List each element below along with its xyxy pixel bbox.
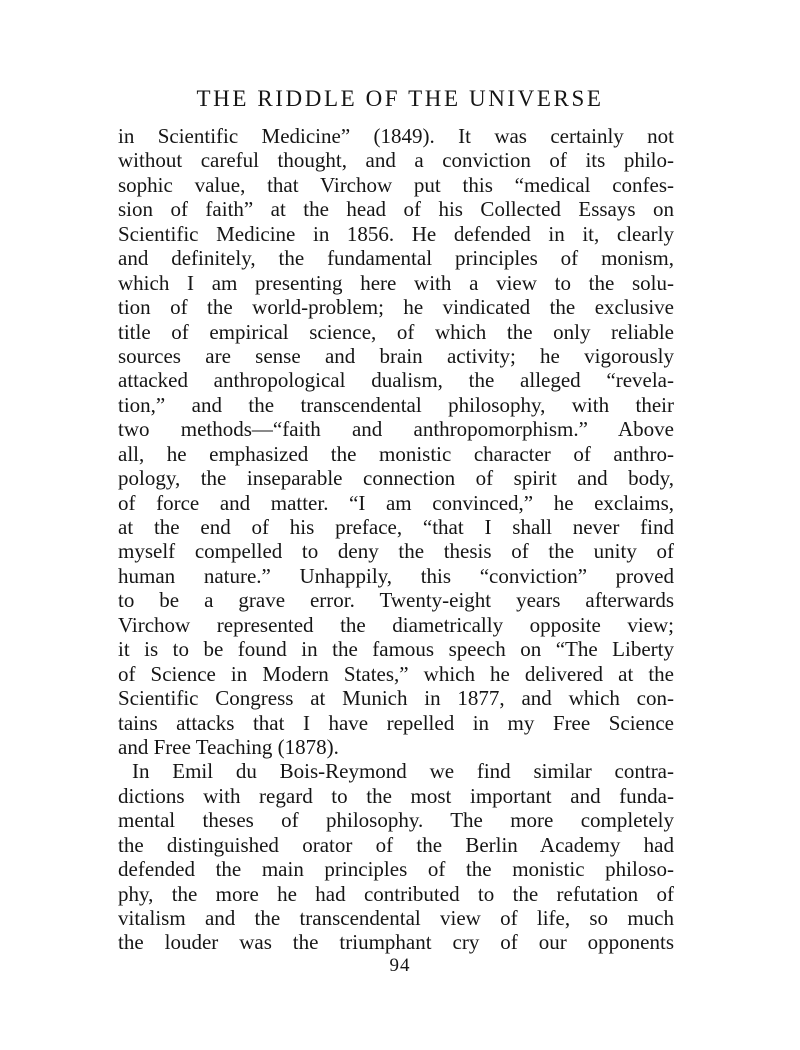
text-line: sion of faith” at the head of his Collected Essays on	[118, 197, 674, 222]
text-line: and definitely, the fundamental principles of monism,	[118, 246, 674, 271]
text-line: sophic value, that Virchow put this “medical confes-	[118, 172, 674, 197]
text-line: Virchow represented the diametrically opposite view;	[118, 612, 674, 637]
text-line: tion of the world-problem; he vindicated the exclusive	[118, 295, 674, 320]
text-line: all, he emphasized the monistic character of anthro-	[118, 441, 674, 466]
text-line: myself compelled to deny the thesis of the unity of	[118, 539, 674, 564]
text-line: human nature.” Unhappily, this “conviction” proved	[118, 563, 674, 588]
text-line: sources are sense and brain activity; he vigorously	[118, 343, 674, 368]
text-line: which I am presenting here with a view to the solu-	[118, 270, 674, 295]
text-line: dictions with regard to the most important and funda-	[118, 783, 674, 808]
text-line: title of empirical science, of which the only reliable	[118, 319, 674, 344]
page-number: 94	[389, 955, 411, 976]
text-line: attacked anthropological dualism, the alleged “revela-	[118, 368, 674, 393]
text-line: phy, the more he had contributed to the refutation of	[118, 881, 674, 906]
text-line: to be a grave error. Twenty-eight years afterwards	[118, 588, 674, 613]
text-line: of force and matter. “I am convinced,” he exclaims,	[118, 490, 674, 515]
text-line: it is to be found in the famous speech on “The Liberty	[118, 637, 674, 662]
text-line: the louder was the triumphant cry of our opponents	[118, 930, 674, 955]
text-line: vitalism and the transcendental view of life, so much	[118, 906, 674, 930]
text-line: without careful thought, and a conviction of its philo-	[118, 148, 674, 173]
running-head: THE RIDDLE OF THE UNIVERSE	[196, 86, 604, 111]
text-line: at the end of his preface, “that I shall never find	[118, 515, 674, 539]
text-line: Scientific Congress at Munich in 1877, and which con-	[118, 686, 674, 711]
text-line: Scientific Medicine in 1856. He defended in it, clearly	[118, 221, 674, 246]
text-line: the distinguished orator of the Berlin Academy had	[118, 832, 674, 857]
body-text	[118, 124, 674, 955]
text-line: tion,” and the transcendental philosophy, with their	[118, 392, 674, 417]
text-line: in Scientific Medicine” (1849). It was certainly not	[118, 124, 674, 148]
text-line: and Free Teaching (1878).	[118, 734, 339, 759]
paragraph-1	[118, 124, 674, 759]
text-line: mental theses of philosophy. The more completely	[118, 808, 674, 833]
paragraph-2	[118, 759, 674, 955]
text-line: pology, the inseparable connection of spirit and body,	[118, 466, 674, 491]
text-line: In Emil du Bois-Reymond we find similar contra-	[132, 759, 674, 784]
text-line: two methods—“faith and anthropomorphism.” Above	[118, 417, 674, 442]
text-line: tains attacks that I have repelled in my Free Science	[118, 710, 674, 735]
text-line: defended the main principles of the monistic philoso-	[118, 857, 674, 882]
text-line: of Science in Modern States,” which he delivered at the	[118, 661, 674, 686]
